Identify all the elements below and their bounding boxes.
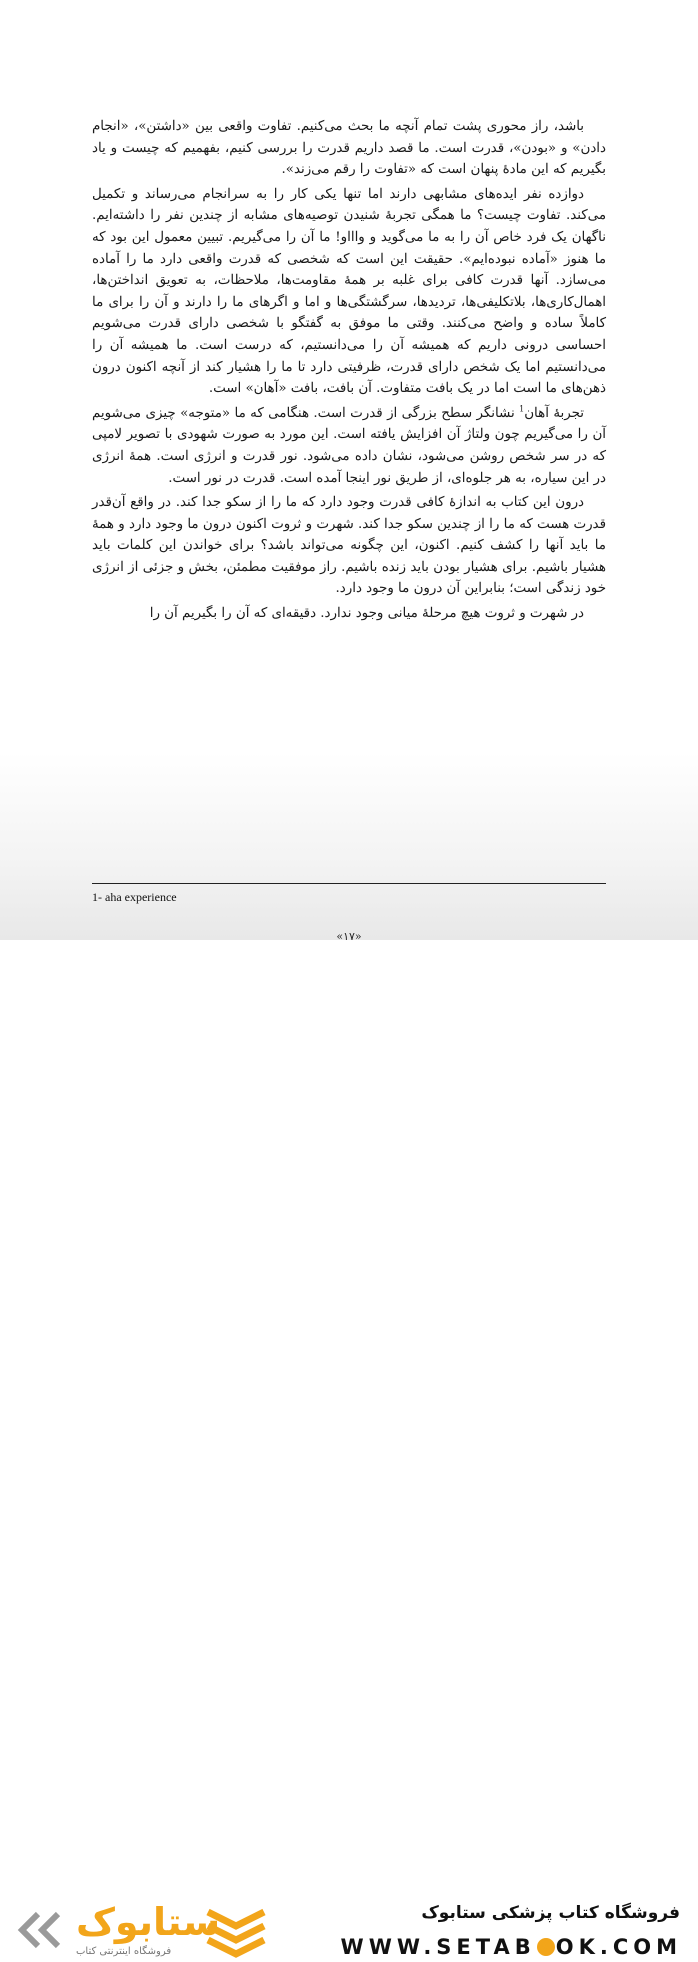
double-chevron-icon [14, 1910, 70, 1950]
shop-url[interactable] [341, 1935, 682, 1959]
store-banner[interactable] [0, 945, 698, 1959]
paragraph-3 [92, 403, 606, 489]
url-o-dot-icon [537, 1938, 555, 1956]
url-prefix: WWW.SETAB [340, 1935, 536, 1959]
url-suffix: OK.COM [555, 1935, 682, 1959]
body-text [92, 116, 606, 628]
paragraph-4: درون این کتاب به اندازهٔ کافی قدرت وجود دارد که ما را از سکو جدا کند. در واقع آن‌قدر قدرت هست که ما را از چندین سکو جدا کند. شهرت و ثروت اکنون درون ما وجود دارد و همهٔ ما باید آنها را کشف کنیم. اکنون، این چگونه می‌تواند باشد؟ برای خواندن این کلمات باید هشیار باشیم. برای هشیار بودن باید زنده باشیم. راز موفقیت مطمئن، بخش و جزئی از انرژی خود زندگی است؛ بنابراین آن درون ما وجود دارد. [92, 495, 606, 597]
logo-wordmark: ستابوک [76, 1900, 221, 1944]
page-number: «۱۷» [336, 930, 362, 940]
paragraph-3-body: نشانگر سطح بزرگی از قدرت است. هنگامی که ما «متوجه» چیزی می‌شویم آن را می‌گیریم چون ولتاژ آن افزایش یافته است. این مورد به صورت شهودی با تصویر لامپی که در سر شخص روشن می‌شود، نشان داده می‌شود. نور قدرت و انرژی است. همهٔ انرژی در این سیاره، به هر جلوه‌ای، از طریق نور اینجا آمده است. قدرت در نور است. [92, 405, 606, 486]
paragraph-5: در شهرت و ثروت هیچ مرحلهٔ میانی وجود ندارد. دقیقه‌ای که آن را بگیریم آن را [149, 606, 584, 622]
footnote-marker[interactable]: 1 [519, 404, 525, 414]
shop-title: فروشگاه کتاب پزشکی ستابوک [421, 1903, 680, 1923]
logo-subtitle: فروشگاه اینترنتی کتاب [76, 1946, 172, 1957]
book-page [0, 0, 698, 940]
layered-chevron-icon [204, 1906, 268, 1958]
setabook-logo[interactable] [14, 1900, 274, 1962]
paragraph-2: دوازده نفر ایده‌های مشابهی دارند اما تنها یکی کار را به سرانجام می‌رساند و تکمیل می‌کند. تفاوت چیست؟ ما همگی تجربهٔ شنیدن توصیه‌های مشابه از چندین نفر را داشته‌ایم. ناگهان یک فرد خاص آن را به ما می‌گوید و واااو! ما آن را می‌گیریم. تبیین معمول این بود که ما هنوز «آماده نبوده‌ایم». حقیقت این است که شخصی که قدرت واقعی دارد ما را آماده می‌سازد. آنها قدرت کافی برای غلبه بر همهٔ مقاومت‌ها، ملاحظات، به تعویق انداختن‌ها، اهمال‌کاری‌ها، بلاتکلیفی‌ها، تردیدها، سرگشتگی‌ها و اما و اگرهای ما را دارند و آن را برای ما کاملاً ساده و واضح می‌کنند. وقتی ما موفق به گفتگو با شخصی دارای قدرت می‌شویم احساسی درونی داریم که همیشه آن را می‌دانستیم، که درست است. ما همیشه آن را می‌دانستیم اما یک شخص دارای قدرت، ظرفیتی دارد تا ما را هشیار کند از آنچه اکنون درون ذهن‌های ما است اما در یک بافت متفاوت. آن بافت، بافت «آهان» است. [92, 186, 606, 397]
paragraph-3-lead: تجربهٔ آهان [524, 405, 584, 421]
paragraph-1: باشد، راز محوری پشت تمام آنچه ما بحث می‌کنیم. تفاوت واقعی بین «داشتن»، «انجام دادن» و «بودن»، قدرت است. ما قصد داریم قدرت را بررسی کنیم، بفهمیم که چیست و یاد بگیریم که این مادهٔ پنهان است که «تفاوت را رقم می‌زند». [92, 119, 606, 178]
footnote-divider [92, 883, 606, 884]
footnote: 1- aha experience [92, 890, 177, 904]
